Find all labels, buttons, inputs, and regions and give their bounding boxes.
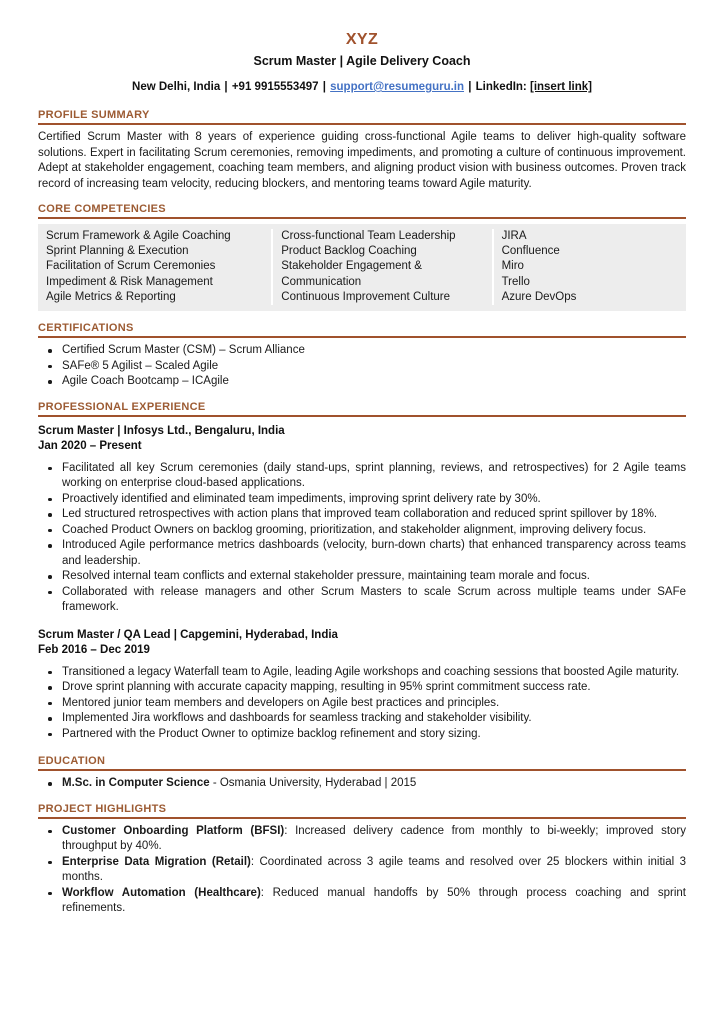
experience-dates: Feb 2016 – Dec 2019 — [38, 644, 150, 657]
competency-item: JIRA — [501, 230, 527, 242]
section-heading-project-highlights: PROJECT HIGHLIGHTS — [38, 802, 167, 815]
section-rule-education — [38, 769, 686, 771]
competencies-column-2 — [271, 229, 491, 305]
contact-line — [38, 78, 686, 96]
competency-item: Agile Metrics & Reporting — [46, 290, 176, 303]
section-heading-certifications: CERTIFICATIONS — [38, 322, 134, 335]
list-item: Partnered with the Product Owner to optimize backlog refinement and story sizing. — [38, 727, 686, 743]
resume-header — [38, 30, 686, 96]
competency-item: Facilitation of Scrum Ceremonies — [46, 260, 216, 273]
certifications-list — [38, 343, 686, 390]
competency-item: Impediment & Risk Management — [46, 275, 213, 288]
project-name: Customer Onboarding Platform (BFSI) — [62, 824, 285, 837]
contact-location: New Delhi, India — [132, 81, 221, 93]
contact-separator-1: | — [224, 81, 228, 93]
section-project-highlights — [38, 803, 686, 917]
section-heading-profile-summary: PROFILE SUMMARY — [38, 109, 150, 121]
competency-item: Continuous Improvement Culture — [281, 290, 451, 303]
list-item — [38, 886, 686, 917]
project-name: Enterprise Data Migration (Retail) — [62, 855, 251, 868]
list-item: Mentored junior team members and developers on Agile best practices and principles. — [38, 696, 686, 712]
education-detail: - Osmania University, Hyderabad | 2015 — [209, 777, 417, 790]
list-item: Implemented Jira workflows and dashboards for seamless tracking and stakeholder visibility. — [38, 711, 686, 727]
competency-item: Trello — [501, 275, 530, 288]
section-rule-project-highlights — [38, 817, 686, 819]
list-item: Drove sprint planning with accurate capacity mapping, resulting in 95% sprint commitment success rate. — [38, 680, 686, 696]
list-item: Proactively identified and eliminated team impediments, improving sprint delivery rate by 30%. — [38, 492, 686, 508]
experience-bullets — [38, 665, 686, 743]
list-item: Led structured retrospectives with action plans that improved team collaboration and reduced sprint spillover by 18%. — [38, 507, 686, 523]
experience-dates: Jan 2020 – Present — [38, 440, 142, 453]
competencies-column-3 — [492, 229, 686, 305]
experience-title: Scrum Master | Infosys Ltd., Bengaluru, India — [38, 424, 285, 437]
competency-item: Product Backlog Coaching — [281, 245, 417, 258]
project-detail: : Increased delivery cadence from monthly to bi-weekly; improved story throughput by 40%. — [62, 824, 686, 853]
section-rule-certifications — [38, 336, 686, 338]
contact-email-link[interactable]: support@resumeguru.in — [330, 81, 465, 93]
section-heading-professional-experience: PROFESSIONAL EXPERIENCE — [38, 400, 206, 413]
section-rule-professional-experience — [38, 415, 686, 417]
experience-entry — [38, 424, 686, 616]
list-item: Introduced Agile performance metrics dashboards (velocity, burn-down charts) that enhanced transparency across teams and leadership. — [38, 538, 686, 569]
competency-item: Scrum Framework & Agile Coaching — [46, 230, 231, 242]
list-item: Certified Scrum Master (CSM) – Scrum Alliance — [38, 343, 686, 359]
section-core-competencies — [38, 203, 686, 311]
list-item — [38, 776, 686, 792]
project-name: Workflow Automation (Healthcare) — [62, 886, 261, 899]
contact-separator-2: | — [322, 81, 326, 93]
list-item: Transitioned a legacy Waterfall team to Agile, leading Agile workshops and coaching sessions that boosted Agile maturity. — [38, 665, 686, 681]
education-list — [38, 776, 686, 792]
experience-entry — [38, 628, 686, 743]
profile-summary-text: Certified Scrum Master with 8 years of experience guiding cross-functional Agile teams to deliver high-quality software solutions. Expert in facilitating Scrum ceremonies, removing impediments, and promoting a culture of continuous improvement. Adept at stakeholder engagement, coaching team members, and aligning product vision with business outcomes. Proven track record of increasing team velocity, reducing blockers, and mentoring teams toward Agile maturity. — [38, 131, 686, 190]
project-detail: : Reduced manual handoffs by 50% through process coaching and sprint refinements. — [62, 886, 686, 915]
contact-phone: +91 9915553497 — [231, 81, 319, 93]
section-heading-education: EDUCATION — [38, 755, 106, 768]
candidate-job-title: Scrum Master | Agile Delivery Coach — [253, 54, 471, 68]
list-item: Facilitated all key Scrum ceremonies (daily stand-ups, sprint planning, reviews, and retrospectives) for 2 Agile teams working on enterprise cloud-based applications. — [38, 461, 686, 492]
competency-item: Cross-functional Team Leadership — [281, 230, 456, 242]
list-item: Agile Coach Bootcamp – ICAgile — [38, 374, 686, 390]
competencies-column-1 — [38, 229, 271, 305]
projects-list — [38, 824, 686, 917]
competency-item: Azure DevOps — [501, 290, 577, 303]
education-degree: M.Sc. in Computer Science — [62, 777, 210, 790]
list-item: Coached Product Owners on backlog grooming, prioritization, and stakeholder alignment, improving delivery focus. — [38, 523, 686, 539]
competencies-table — [38, 224, 686, 311]
list-item — [38, 824, 686, 855]
competency-item: Sprint Planning & Execution — [46, 245, 189, 258]
section-rule-profile-summary — [38, 123, 686, 125]
section-rule-core-competencies — [38, 217, 686, 219]
experience-title: Scrum Master / QA Lead | Capgemini, Hyderabad, India — [38, 628, 338, 641]
competency-item: Stakeholder Engagement & — [281, 260, 422, 273]
section-certifications — [38, 322, 686, 390]
experience-bullets — [38, 461, 686, 616]
linkedin-label: LinkedIn: — [475, 81, 527, 93]
list-item: Resolved internal team conflicts and external stakeholder pressure, maintaining team morale and focus. — [38, 569, 686, 585]
competency-item: Miro — [501, 260, 524, 273]
contact-separator-3: | — [468, 81, 472, 93]
list-item: Collaborated with release managers and other Scrum Masters to scale Scrum across multiple teams under SAFe framework. — [38, 585, 686, 616]
candidate-name: XYZ — [345, 31, 379, 48]
competency-item: Communication — [281, 275, 362, 288]
linkedin-link[interactable]: [insert link] — [529, 81, 592, 93]
section-professional-experience — [38, 401, 686, 743]
list-item: SAFe® 5 Agilist – Scaled Agile — [38, 359, 686, 375]
section-profile-summary — [38, 109, 686, 192]
competency-item: Confluence — [501, 245, 560, 258]
project-detail: : Coordinated across 3 agile teams and resolved over 25 blockers within initial 3 months. — [62, 855, 686, 884]
section-education — [38, 755, 686, 792]
section-heading-core-competencies: CORE COMPETENCIES — [38, 203, 166, 215]
list-item — [38, 855, 686, 886]
